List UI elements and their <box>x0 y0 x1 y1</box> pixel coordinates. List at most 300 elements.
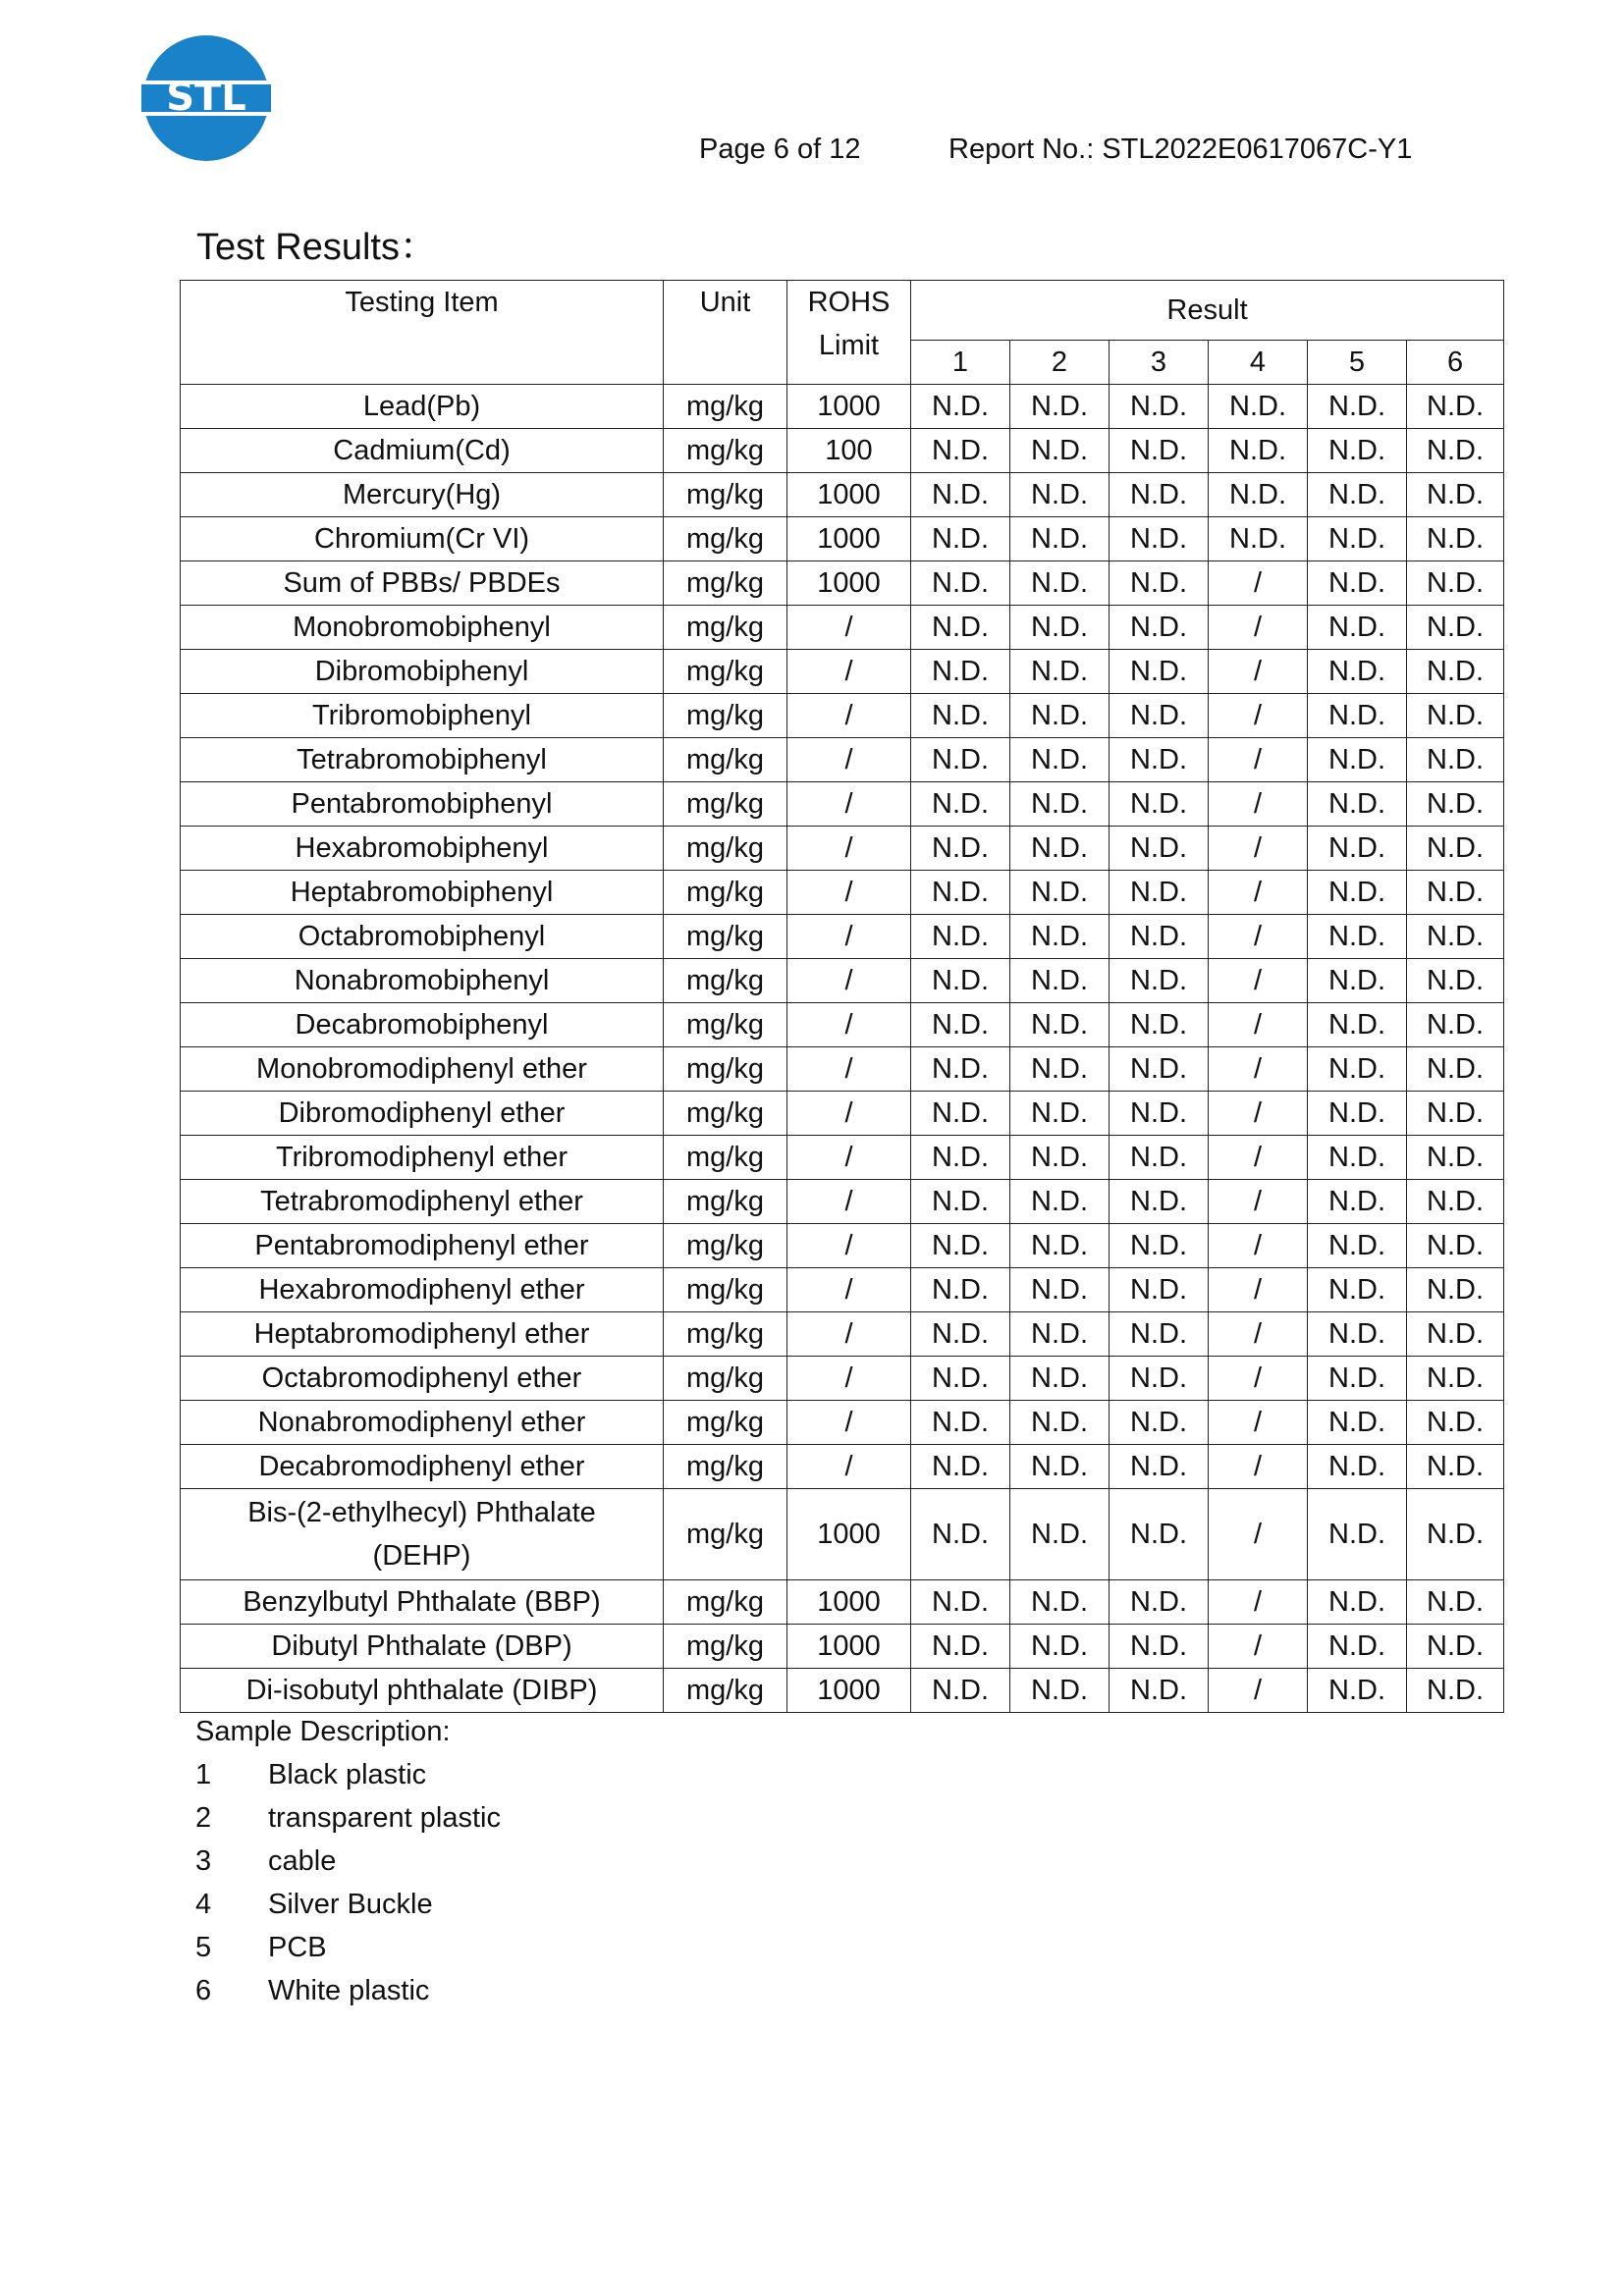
table-row <box>181 429 1504 473</box>
result-cell: N.D. <box>1407 606 1504 650</box>
result-cell: N.D. <box>1010 1401 1110 1445</box>
sample-number-header: 5 <box>1308 341 1407 385</box>
limit-cell: / <box>787 606 911 650</box>
result-cell: N.D. <box>1209 429 1308 473</box>
result-cell: N.D. <box>1407 827 1504 871</box>
result-cell: N.D. <box>1010 827 1110 871</box>
result-cell: N.D. <box>911 694 1010 738</box>
result-cell: / <box>1209 782 1308 827</box>
result-cell: N.D. <box>911 915 1010 959</box>
testing-item-cell: Octabromobiphenyl <box>181 915 664 959</box>
result-cell: N.D. <box>1407 1224 1504 1268</box>
sample-number-header: 6 <box>1407 341 1504 385</box>
testing-item-cell: Tetrabromodiphenyl ether <box>181 1180 664 1224</box>
result-cell: N.D. <box>1010 1047 1110 1092</box>
limit-cell: / <box>787 1268 911 1312</box>
sample-description-item <box>195 1840 501 1883</box>
result-cell: N.D. <box>1308 1003 1407 1047</box>
unit-cell: mg/kg <box>664 561 787 606</box>
testing-item-cell: Pentabromodiphenyl ether <box>181 1224 664 1268</box>
result-cell: N.D. <box>1010 606 1110 650</box>
sample-description <box>195 1710 501 2012</box>
table-row <box>181 1580 1504 1625</box>
result-cell: N.D. <box>1209 517 1308 561</box>
testing-item-cell: Nonabromobiphenyl <box>181 959 664 1003</box>
unit-cell: mg/kg <box>664 694 787 738</box>
result-cell: N.D. <box>1010 429 1110 473</box>
result-cell: N.D. <box>1010 782 1110 827</box>
result-cell: N.D. <box>1110 1357 1209 1401</box>
result-cell: N.D. <box>1010 1224 1110 1268</box>
result-cell: N.D. <box>911 473 1010 517</box>
sample-text: transparent plastic <box>268 1802 501 1834</box>
limit-cell: / <box>787 1003 911 1047</box>
limit-cell: / <box>787 1357 911 1401</box>
testing-item-cell: Monobromobiphenyl <box>181 606 664 650</box>
result-cell: N.D. <box>1308 959 1407 1003</box>
result-cell: / <box>1209 827 1308 871</box>
table-row <box>181 606 1504 650</box>
limit-cell: / <box>787 1047 911 1092</box>
result-cell: N.D. <box>1010 1312 1110 1357</box>
result-cell: N.D. <box>1308 1489 1407 1580</box>
testing-item-cell: Tetrabromobiphenyl <box>181 738 664 782</box>
result-cell: N.D. <box>911 1180 1010 1224</box>
result-cell: N.D. <box>1308 1312 1407 1357</box>
result-cell: N.D. <box>1110 561 1209 606</box>
sample-description-item <box>195 1883 501 1926</box>
result-cell: / <box>1209 738 1308 782</box>
limit-cell: 1000 <box>787 385 911 429</box>
result-cell: / <box>1209 871 1308 915</box>
unit-cell: mg/kg <box>664 1489 787 1580</box>
result-cell: N.D. <box>911 517 1010 561</box>
result-cell: / <box>1209 1180 1308 1224</box>
header-testing-item: Testing Item <box>181 281 664 385</box>
result-cell: N.D. <box>1308 1625 1407 1669</box>
table-row <box>181 827 1504 871</box>
sample-text: PCB <box>268 1932 327 1963</box>
limit-cell: 1000 <box>787 1489 911 1580</box>
result-cell: N.D. <box>1407 385 1504 429</box>
table-row <box>181 1092 1504 1136</box>
limit-cell: / <box>787 1224 911 1268</box>
result-cell: N.D. <box>1308 606 1407 650</box>
result-cell: N.D. <box>1110 915 1209 959</box>
testing-item-cell: Tribromobiphenyl <box>181 694 664 738</box>
result-cell: N.D. <box>1010 959 1110 1003</box>
sample-description-item <box>195 1926 501 1969</box>
sample-number: 6 <box>195 1975 212 2006</box>
limit-cell: / <box>787 1401 911 1445</box>
table-row <box>181 517 1504 561</box>
table-row <box>181 1357 1504 1401</box>
result-cell: N.D. <box>1110 650 1209 694</box>
result-cell: N.D. <box>1407 650 1504 694</box>
table-row <box>181 1312 1504 1357</box>
testing-item-cell: Dibromodiphenyl ether <box>181 1092 664 1136</box>
unit-cell: mg/kg <box>664 1136 787 1180</box>
result-cell: N.D. <box>1407 915 1504 959</box>
result-cell: N.D. <box>1407 429 1504 473</box>
limit-cell: / <box>787 650 911 694</box>
result-cell: N.D. <box>1010 1136 1110 1180</box>
limit-cell: / <box>787 959 911 1003</box>
result-cell: N.D. <box>1010 1092 1110 1136</box>
unit-cell: mg/kg <box>664 385 787 429</box>
sample-number: 5 <box>195 1932 212 1963</box>
unit-cell: mg/kg <box>664 650 787 694</box>
result-cell: N.D. <box>1407 1180 1504 1224</box>
table-row <box>181 915 1504 959</box>
header-rohs-limit <box>787 281 911 385</box>
table-row <box>181 1003 1504 1047</box>
limit-cell: / <box>787 1180 911 1224</box>
sample-text: cable <box>268 1845 337 1877</box>
result-cell: / <box>1209 1224 1308 1268</box>
result-cell: N.D. <box>1110 606 1209 650</box>
testing-item-cell: Pentabromobiphenyl <box>181 782 664 827</box>
unit-cell: mg/kg <box>664 915 787 959</box>
limit-cell: / <box>787 694 911 738</box>
unit-cell: mg/kg <box>664 1047 787 1092</box>
results-table <box>180 280 1504 1713</box>
report-number: Report No.: STL2022E0617067C-Y1 <box>948 133 1413 165</box>
limit-cell: / <box>787 915 911 959</box>
unit-cell: mg/kg <box>664 827 787 871</box>
result-cell: / <box>1209 915 1308 959</box>
unit-cell: mg/kg <box>664 606 787 650</box>
result-cell: / <box>1209 694 1308 738</box>
result-cell: N.D. <box>1110 782 1209 827</box>
result-cell: N.D. <box>1209 385 1308 429</box>
sample-text: Black plastic <box>268 1759 427 1790</box>
result-cell: N.D. <box>1407 694 1504 738</box>
result-cell: / <box>1209 1312 1308 1357</box>
result-cell: N.D. <box>1308 738 1407 782</box>
result-cell: N.D. <box>1308 915 1407 959</box>
result-cell: N.D. <box>911 385 1010 429</box>
stl-logo <box>141 33 271 163</box>
limit-cell: 1000 <box>787 1625 911 1669</box>
table-row <box>181 1047 1504 1092</box>
result-cell: N.D. <box>1110 1580 1209 1625</box>
result-cell: N.D. <box>911 871 1010 915</box>
result-cell: / <box>1209 606 1308 650</box>
result-cell: N.D. <box>1407 1312 1504 1357</box>
result-cell: N.D. <box>1010 1003 1110 1047</box>
result-cell: N.D. <box>1407 1401 1504 1445</box>
testing-item-cell: Dibromobiphenyl <box>181 650 664 694</box>
result-cell: / <box>1209 1003 1308 1047</box>
result-cell: N.D. <box>1308 871 1407 915</box>
result-cell: N.D. <box>911 650 1010 694</box>
sample-description-title: Sample Description: <box>195 1716 451 1747</box>
result-cell: N.D. <box>1308 1224 1407 1268</box>
logo-text: STL <box>166 75 246 120</box>
table-row <box>181 1401 1504 1445</box>
table-row <box>181 871 1504 915</box>
result-cell: N.D. <box>911 1003 1010 1047</box>
testing-item-cell: Dibutyl Phthalate (DBP) <box>181 1625 664 1669</box>
testing-item-cell: Decabromodiphenyl ether <box>181 1445 664 1489</box>
result-cell: N.D. <box>1407 517 1504 561</box>
testing-item-cell: Octabromodiphenyl ether <box>181 1357 664 1401</box>
table-row <box>181 650 1504 694</box>
result-cell: N.D. <box>1110 738 1209 782</box>
result-cell: N.D. <box>1407 959 1504 1003</box>
result-cell: N.D. <box>1110 1047 1209 1092</box>
table-row <box>181 1669 1504 1713</box>
result-cell: N.D. <box>1407 1357 1504 1401</box>
results-body <box>181 385 1504 1713</box>
result-cell: N.D. <box>1010 871 1110 915</box>
testing-item-cell: Heptabromodiphenyl ether <box>181 1312 664 1357</box>
sample-number: 3 <box>195 1845 212 1877</box>
result-cell: N.D. <box>911 1625 1010 1669</box>
result-cell: N.D. <box>1010 738 1110 782</box>
testing-item-cell: Lead(Pb) <box>181 385 664 429</box>
sample-number: 4 <box>195 1889 212 1920</box>
result-cell: N.D. <box>1407 738 1504 782</box>
testing-item-cell: Sum of PBBs/ PBDEs <box>181 561 664 606</box>
table-row <box>181 959 1504 1003</box>
sample-number-header: 3 <box>1110 341 1209 385</box>
result-cell: N.D. <box>911 827 1010 871</box>
unit-cell: mg/kg <box>664 1625 787 1669</box>
page-number: Page 6 of 12 <box>699 133 861 165</box>
limit-cell: / <box>787 1312 911 1357</box>
result-cell: N.D. <box>1110 827 1209 871</box>
result-cell: N.D. <box>911 782 1010 827</box>
sample-number-header: 1 <box>911 341 1010 385</box>
sample-number: 2 <box>195 1802 212 1834</box>
result-cell: N.D. <box>1110 1224 1209 1268</box>
testing-item-cell: Heptabromobiphenyl <box>181 871 664 915</box>
sample-description-list <box>195 1753 501 2012</box>
result-cell: N.D. <box>1110 1489 1209 1580</box>
result-cell: N.D. <box>911 1489 1010 1580</box>
table-row <box>181 385 1504 429</box>
result-cell: N.D. <box>1308 1580 1407 1625</box>
table-row <box>181 1445 1504 1489</box>
unit-cell: mg/kg <box>664 473 787 517</box>
result-cell: / <box>1209 561 1308 606</box>
limit-cell: / <box>787 782 911 827</box>
testing-item-cell: Tribromodiphenyl ether <box>181 1136 664 1180</box>
result-cell: N.D. <box>1110 1268 1209 1312</box>
result-cell: N.D. <box>1308 1445 1407 1489</box>
testing-item-cell: Hexabromodiphenyl ether <box>181 1268 664 1312</box>
unit-cell: mg/kg <box>664 738 787 782</box>
header-result: Result <box>911 281 1504 341</box>
result-cell: N.D. <box>1308 1357 1407 1401</box>
result-cell: N.D. <box>911 1445 1010 1489</box>
result-cell: / <box>1209 1357 1308 1401</box>
unit-cell: mg/kg <box>664 1580 787 1625</box>
sample-description-item <box>195 1796 501 1840</box>
result-cell: N.D. <box>1110 1445 1209 1489</box>
result-cell: N.D. <box>1407 1445 1504 1489</box>
sample-number-header: 2 <box>1010 341 1110 385</box>
result-cell: N.D. <box>1010 517 1110 561</box>
testing-item-cell: Di-isobutyl phthalate (DIBP) <box>181 1669 664 1713</box>
result-cell: N.D. <box>1407 1580 1504 1625</box>
sample-number-header: 4 <box>1209 341 1308 385</box>
result-cell: N.D. <box>1110 1312 1209 1357</box>
result-cell: / <box>1209 1580 1308 1625</box>
result-cell: / <box>1209 1401 1308 1445</box>
result-cell: N.D. <box>1308 1669 1407 1713</box>
result-cell: N.D. <box>1110 1136 1209 1180</box>
table-row <box>181 694 1504 738</box>
table-row <box>181 1489 1504 1580</box>
result-cell: N.D. <box>1110 473 1209 517</box>
result-cell: N.D. <box>1110 1669 1209 1713</box>
limit-cell: 1000 <box>787 1580 911 1625</box>
result-cell: N.D. <box>1407 1136 1504 1180</box>
unit-cell: mg/kg <box>664 517 787 561</box>
result-cell: N.D. <box>1308 782 1407 827</box>
table-row <box>181 561 1504 606</box>
limit-cell: / <box>787 1445 911 1489</box>
table-row <box>181 738 1504 782</box>
sample-text: Silver Buckle <box>268 1889 433 1920</box>
result-cell: N.D. <box>1308 385 1407 429</box>
result-cell: / <box>1209 1669 1308 1713</box>
table-row <box>181 1268 1504 1312</box>
result-cell: N.D. <box>911 1092 1010 1136</box>
result-cell: N.D. <box>1010 385 1110 429</box>
result-cell: N.D. <box>1010 694 1110 738</box>
result-cell: N.D. <box>1407 1092 1504 1136</box>
result-cell: N.D. <box>911 1047 1010 1092</box>
result-cell: N.D. <box>1010 1445 1110 1489</box>
result-cell: N.D. <box>1010 561 1110 606</box>
unit-cell: mg/kg <box>664 1669 787 1713</box>
result-cell: N.D. <box>1010 1180 1110 1224</box>
testing-item-cell: Nonabromodiphenyl ether <box>181 1401 664 1445</box>
result-cell: N.D. <box>1407 871 1504 915</box>
result-cell: / <box>1209 1445 1308 1489</box>
limit-cell: / <box>787 1092 911 1136</box>
table-row <box>181 782 1504 827</box>
table-row <box>181 1625 1504 1669</box>
result-cell: N.D. <box>1308 1401 1407 1445</box>
result-cell: / <box>1209 1136 1308 1180</box>
result-cell: N.D. <box>911 1357 1010 1401</box>
limit-cell: / <box>787 827 911 871</box>
limit-cell: / <box>787 1136 911 1180</box>
unit-cell: mg/kg <box>664 1357 787 1401</box>
unit-cell: mg/kg <box>664 1092 787 1136</box>
table-row <box>181 473 1504 517</box>
result-cell: N.D. <box>1110 871 1209 915</box>
unit-cell: mg/kg <box>664 1180 787 1224</box>
unit-cell: mg/kg <box>664 959 787 1003</box>
result-cell: N.D. <box>1308 561 1407 606</box>
testing-item-cell: Cadmium(Cd) <box>181 429 664 473</box>
result-cell: N.D. <box>911 1312 1010 1357</box>
sample-description-item <box>195 1969 501 2012</box>
header-rohs-limit-line2: Limit <box>818 330 880 361</box>
limit-cell: 1000 <box>787 1669 911 1713</box>
result-cell: / <box>1209 1092 1308 1136</box>
result-cell: / <box>1209 1047 1308 1092</box>
result-cell: N.D. <box>1010 473 1110 517</box>
result-cell: N.D. <box>1407 782 1504 827</box>
unit-cell: mg/kg <box>664 871 787 915</box>
result-cell: N.D. <box>1110 1003 1209 1047</box>
result-cell: N.D. <box>1407 1047 1504 1092</box>
result-cell: N.D. <box>1308 473 1407 517</box>
result-cell: N.D. <box>911 959 1010 1003</box>
result-cell: N.D. <box>1407 1003 1504 1047</box>
result-cell: / <box>1209 1489 1308 1580</box>
result-cell: N.D. <box>1308 1136 1407 1180</box>
result-cell: N.D. <box>1308 650 1407 694</box>
unit-cell: mg/kg <box>664 1401 787 1445</box>
table-row <box>181 1224 1504 1268</box>
testing-item-cell: Bis-(2-ethylhecyl) Phthalate (DEHP) <box>181 1489 664 1580</box>
sample-number: 1 <box>195 1759 212 1790</box>
testing-item-cell: Monobromodiphenyl ether <box>181 1047 664 1092</box>
result-cell: N.D. <box>1010 1268 1110 1312</box>
result-cell: / <box>1209 1625 1308 1669</box>
result-cell: N.D. <box>1010 1357 1110 1401</box>
result-cell: N.D. <box>1407 1625 1504 1669</box>
unit-cell: mg/kg <box>664 1224 787 1268</box>
result-cell: N.D. <box>1407 1669 1504 1713</box>
result-cell: N.D. <box>1110 959 1209 1003</box>
result-cell: / <box>1209 959 1308 1003</box>
unit-cell: mg/kg <box>664 429 787 473</box>
result-cell: N.D. <box>1110 1180 1209 1224</box>
result-cell: N.D. <box>1010 1580 1110 1625</box>
table-row <box>181 1180 1504 1224</box>
limit-cell: 1000 <box>787 473 911 517</box>
result-cell: N.D. <box>1010 915 1110 959</box>
result-cell: N.D. <box>1110 429 1209 473</box>
result-cell: N.D. <box>1110 1625 1209 1669</box>
result-cell: N.D. <box>911 1224 1010 1268</box>
section-title: Test Results： <box>196 227 437 268</box>
result-cell: N.D. <box>1010 650 1110 694</box>
result-cell: N.D. <box>911 1268 1010 1312</box>
result-cell: N.D. <box>1308 1092 1407 1136</box>
result-cell: N.D. <box>1110 694 1209 738</box>
result-cell: N.D. <box>1308 827 1407 871</box>
unit-cell: mg/kg <box>664 1268 787 1312</box>
result-cell: N.D. <box>911 561 1010 606</box>
result-cell: N.D. <box>1407 1268 1504 1312</box>
unit-cell: mg/kg <box>664 782 787 827</box>
unit-cell: mg/kg <box>664 1003 787 1047</box>
result-cell: N.D. <box>911 606 1010 650</box>
result-cell: N.D. <box>1010 1489 1110 1580</box>
result-cell: / <box>1209 1268 1308 1312</box>
sample-description-item <box>195 1753 501 1796</box>
result-cell: N.D. <box>1308 1047 1407 1092</box>
result-cell: N.D. <box>1407 561 1504 606</box>
result-cell: N.D. <box>1407 473 1504 517</box>
limit-cell: 1000 <box>787 561 911 606</box>
testing-item-cell: Decabromobiphenyl <box>181 1003 664 1047</box>
limit-cell: 1000 <box>787 517 911 561</box>
limit-cell: / <box>787 738 911 782</box>
testing-item-cell: Mercury(Hg) <box>181 473 664 517</box>
result-cell: N.D. <box>1308 694 1407 738</box>
